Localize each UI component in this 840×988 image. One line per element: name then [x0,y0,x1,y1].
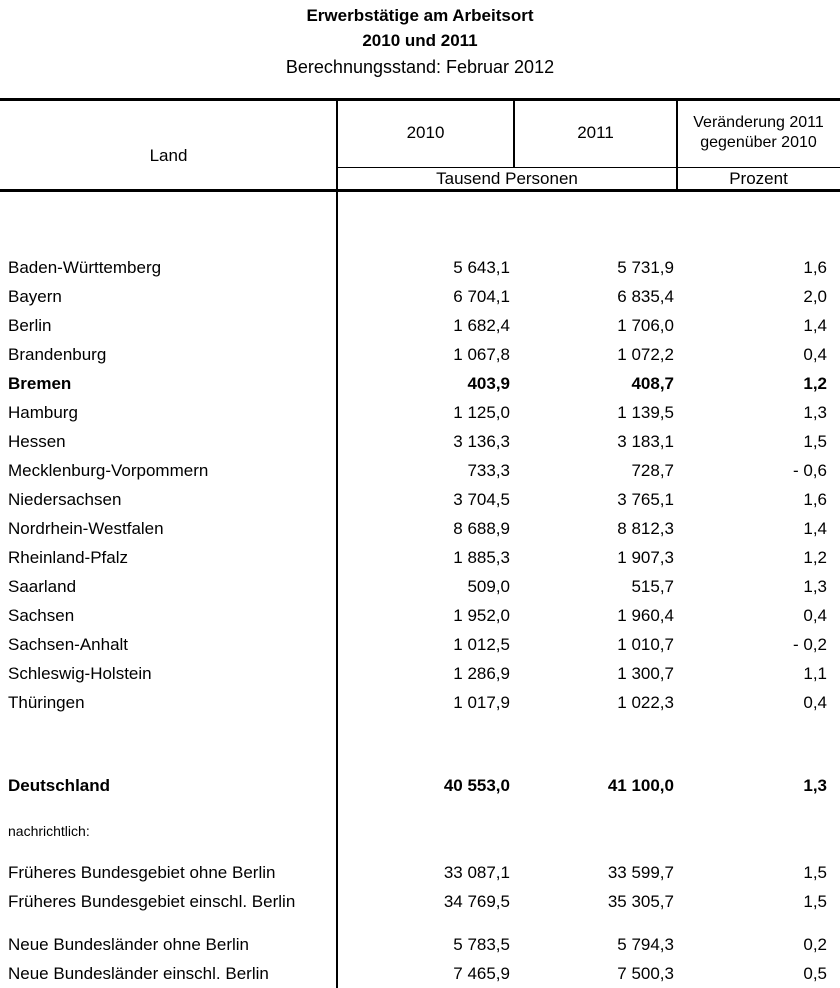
row-value-2010: 33 087,1 [443,862,510,882]
row-value-2010: 403,9 [467,373,510,393]
row-value-2010: 1 682,4 [453,315,510,335]
row-value-change: 1,6 [803,257,827,277]
table-row [0,688,840,717]
column-header-change-line1: Veränderung 2011 [693,114,824,131]
table-body [0,253,840,988]
row-label: Früheres Bundesgebiet ohne Berlin [8,862,276,882]
laender-rows [0,253,840,717]
row-label: Niedersachsen [8,489,122,509]
row-value-2010: 733,3 [467,460,510,480]
note-label: nachrichtlich: [8,822,90,839]
table-row [0,887,840,916]
row-label: Sachsen [8,605,75,625]
row-value-change: 1,3 [803,576,827,596]
row-value-2011: 1 022,3 [617,692,674,712]
row-value-2011: 7 500,3 [617,963,674,983]
table-row [0,427,840,456]
row-label: Neue Bundesländer ohne Berlin [8,934,250,954]
table-row [0,456,840,485]
row-value-2011: 3 765,1 [617,489,674,509]
column-header-2010: 2010 [406,123,445,142]
table-row [0,340,840,369]
row-label: Deutschland [8,775,111,795]
row-value-change: 1,2 [803,373,827,393]
row-value-2010: 40 553,0 [443,775,510,795]
unit-header-percent: Prozent [729,168,788,188]
table-row [0,485,840,514]
row-value-2010: 5 783,5 [453,934,510,954]
row-value-2011: 408,7 [631,373,674,393]
row-value-2010: 1 067,8 [453,344,510,364]
row-value-change: 1,4 [803,315,827,335]
table-row [0,282,840,311]
row-value-2010: 3 136,3 [453,431,510,451]
row-value-2010: 1 017,9 [453,692,510,712]
row-value-2010: 5 643,1 [453,257,510,277]
row-label: Bremen [8,373,72,393]
row-value-change: - 0,6 [792,460,827,480]
row-value-2011: 1 706,0 [617,315,674,335]
row-label: Neue Bundesländer einschl. Berlin [8,963,269,983]
note-row [0,817,840,844]
row-value-2011: 1 010,7 [617,634,674,654]
header-bottom-rule [0,189,840,192]
row-label: Hessen [8,431,66,451]
row-label: Nordrhein-Westfalen [8,518,164,538]
total-row [0,771,840,800]
memo-rows-new-laender [0,930,840,988]
row-value-change: 2,0 [803,286,827,306]
table-row [0,858,840,887]
row-value-change: 1,4 [803,518,827,538]
row-value-2011: 5 731,9 [617,257,674,277]
row-value-change: 1,3 [803,775,827,795]
table-row [0,369,840,398]
row-value-change: 1,6 [803,489,827,509]
column-header-2011: 2011 [577,123,614,142]
row-value-2011: 728,7 [631,460,674,480]
row-value-change: 1,5 [803,862,827,882]
column-header-change-line2: gegenüber 2010 [700,134,817,151]
row-value-2011: 6 835,4 [617,286,674,306]
table-row [0,659,840,688]
table-row [0,930,840,959]
row-value-2010: 6 704,1 [453,286,510,306]
row-value-2011: 5 794,3 [617,934,674,954]
row-value-change: 1,1 [803,663,827,683]
row-value-2010: 1 012,5 [453,634,510,654]
table-row [0,572,840,601]
row-value-2011: 1 300,7 [617,663,674,683]
row-value-2011: 3 183,1 [617,431,674,451]
report-title: Erwerbstätige am Arbeitsort [306,6,534,25]
report-subtitle: 2010 und 2011 [362,31,478,50]
row-label: Brandenburg [8,344,107,364]
row-value-change: 0,4 [803,605,827,625]
row-value-2011: 1 072,2 [617,344,674,364]
row-value-2010: 1 952,0 [453,605,510,625]
table-row [0,311,840,340]
row-value-2010: 1 125,0 [453,402,510,422]
table-row [0,543,840,572]
row-label: Rheinland-Pfalz [8,547,129,567]
row-value-change: 0,4 [803,692,827,712]
row-value-change: 1,3 [803,402,827,422]
row-value-change: 0,5 [803,963,827,983]
table-row [0,959,840,988]
row-value-2010: 7 465,9 [453,963,510,983]
column-header-change [677,99,840,167]
column-header-land: Land [149,146,188,165]
table-row [0,630,840,659]
row-label: Saarland [8,576,77,596]
row-value-2010: 8 688,9 [453,518,510,538]
row-label: Thüringen [8,692,85,712]
row-value-2011: 1 960,4 [617,605,674,625]
row-value-2011: 1 907,3 [617,547,674,567]
row-value-change: 1,5 [803,431,827,451]
row-value-change: 1,5 [803,891,827,911]
row-value-2011: 33 599,7 [607,862,674,882]
row-value-change: - 0,2 [792,634,827,654]
table-row [0,601,840,630]
memo-rows-former-territory [0,858,840,916]
row-value-2010: 3 704,5 [453,489,510,509]
unit-header-thousand-persons: Tausend Personen [436,168,578,188]
table-row [0,398,840,427]
row-value-2010: 1 286,9 [453,663,510,683]
row-label: Baden-Württemberg [8,257,162,277]
row-value-2010: 509,0 [467,576,510,596]
row-value-2011: 41 100,0 [607,775,674,795]
row-label: Sachsen-Anhalt [8,634,129,654]
row-value-2010: 34 769,5 [443,891,510,911]
row-value-2011: 515,7 [631,576,674,596]
row-value-change: 0,2 [803,934,827,954]
table-row [0,514,840,543]
row-value-2011: 8 812,3 [617,518,674,538]
row-value-2011: 35 305,7 [607,891,674,911]
row-value-2011: 1 139,5 [617,402,674,422]
calculation-date: Berechnungsstand: Februar 2012 [285,57,555,77]
row-label: Berlin [8,315,52,335]
row-value-change: 0,4 [803,344,827,364]
row-value-change: 1,2 [803,547,827,567]
row-label: Hamburg [8,402,78,422]
row-label: Früheres Bundesgebiet einschl. Berlin [8,891,296,911]
row-value-2010: 1 885,3 [453,547,510,567]
row-label: Bayern [8,286,62,306]
table-row [0,253,840,282]
row-label: Mecklenburg-Vorpommern [8,460,209,480]
row-label: Schleswig-Holstein [8,663,152,683]
